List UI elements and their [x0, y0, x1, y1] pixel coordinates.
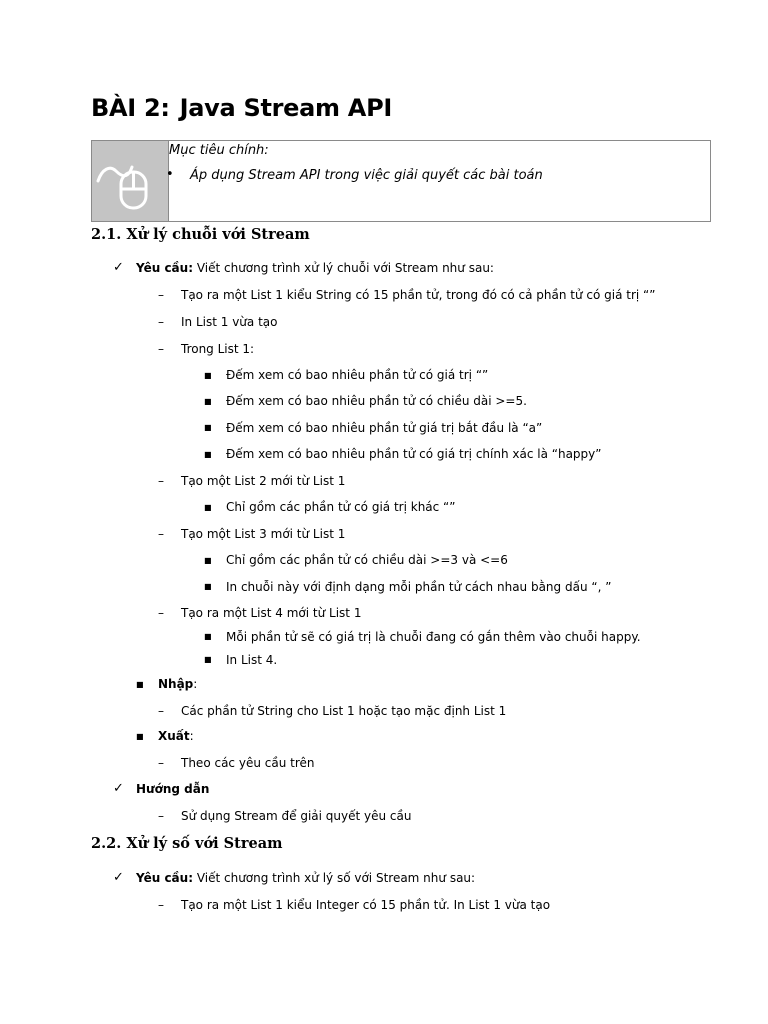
square-marker: ■	[204, 503, 212, 512]
colon: :	[189, 729, 194, 743]
list-item: In List 1 vừa tạo	[181, 315, 278, 329]
square-marker: ■	[204, 632, 212, 641]
objective-box	[91, 140, 711, 222]
requirement-text: Viết chương trình xử lý số với Stream như sau:	[193, 871, 476, 885]
title-main: Java Stream API	[179, 94, 393, 122]
list-item: Trong List 1:	[181, 342, 255, 356]
list-item: Chỉ gồm các phần tử có chiều dài >=3 và <=6	[226, 553, 508, 567]
output-label: Xuất	[158, 729, 190, 743]
list-item: Đếm xem có bao nhiêu phần tử giá trị bắt đầu là “a”	[226, 421, 543, 435]
square-marker: ■	[204, 450, 212, 459]
output-heading	[158, 729, 194, 743]
requirement-text: Viết chương trình xử lý chuỗi với Stream như sau:	[193, 261, 494, 275]
requirement-label: Yêu cầu:	[136, 871, 193, 885]
dash-marker: –	[158, 704, 164, 718]
list-item: Tạo một List 3 mới từ List 1	[181, 527, 346, 541]
dash-marker: –	[158, 474, 164, 488]
objective-item-text: Áp dụng Stream API trong việc giải quyết các bài toán	[190, 168, 543, 183]
list-item: Đếm xem có bao nhiêu phần tử có giá trị chính xác là “happy”	[226, 447, 602, 461]
guide-label: Hướng dẫn	[136, 782, 210, 796]
list-item: Đếm xem có bao nhiêu phần tử có giá trị “”	[226, 368, 489, 382]
square-marker: ■	[204, 397, 212, 406]
requirement-line	[136, 261, 494, 275]
square-marker: ■	[204, 371, 212, 380]
dash-marker: –	[158, 898, 164, 912]
dash-marker: –	[158, 342, 164, 356]
square-marker: ■	[204, 582, 212, 591]
dash-marker: –	[158, 809, 164, 823]
list-item: Tạo ra một List 4 mới từ List 1	[181, 606, 362, 620]
page-title	[91, 94, 392, 122]
section-heading-number-stream: 2.2. Xử lý số với Stream	[91, 835, 283, 852]
title-prefix: BÀI 2:	[91, 94, 170, 122]
objective-icon-cell	[92, 141, 169, 221]
bullet-marker: •	[166, 167, 174, 182]
square-marker: ■	[204, 556, 212, 565]
list-item: Sử dụng Stream để giải quyết yêu cầu	[181, 809, 412, 823]
colon: :	[193, 677, 198, 691]
list-item: Mỗi phần tử sẽ có giá trị là chuỗi đang có gắn thêm vào chuỗi happy.	[226, 630, 641, 644]
check-marker: ✓	[113, 781, 124, 796]
square-marker: ■	[204, 655, 212, 664]
objective-label: Mục tiêu chính:	[169, 143, 269, 158]
requirement-label: Yêu cầu:	[136, 261, 193, 275]
check-marker: ✓	[113, 260, 124, 275]
dash-marker: –	[158, 288, 164, 302]
input-heading	[158, 677, 197, 691]
list-item: Tạo ra một List 1 kiểu Integer có 15 phần tử. In List 1 vừa tạo	[181, 898, 551, 912]
dash-marker: –	[158, 606, 164, 620]
list-item: Theo các yêu cầu trên	[181, 756, 315, 770]
requirement-line	[136, 871, 475, 885]
square-marker: ■	[136, 680, 144, 689]
list-item: Chỉ gồm các phần tử có giá trị khác “”	[226, 500, 456, 514]
list-item: In chuỗi này với định dạng mỗi phần tử cách nhau bằng dấu “, ”	[226, 580, 612, 594]
list-item: Đếm xem có bao nhiêu phần tử có chiều dài >=5.	[226, 394, 527, 408]
objective-item	[166, 167, 543, 183]
input-label: Nhập	[158, 677, 194, 691]
mouse-icon	[92, 141, 168, 221]
dash-marker: –	[158, 315, 164, 329]
list-item: Tạo ra một List 1 kiểu String có 15 phần tử, trong đó có cả phần tử có giá trị “”	[181, 288, 656, 302]
list-item: Các phần tử String cho List 1 hoặc tạo mặc định List 1	[181, 704, 507, 718]
dash-marker: –	[158, 756, 164, 770]
guide-heading	[136, 782, 209, 796]
check-marker: ✓	[113, 870, 124, 885]
square-marker: ■	[204, 423, 212, 432]
list-item: Tạo một List 2 mới từ List 1	[181, 474, 346, 488]
dash-marker: –	[158, 527, 164, 541]
list-item: In List 4.	[226, 653, 278, 667]
square-marker: ■	[136, 732, 144, 741]
section-heading-string-stream: 2.1. Xử lý chuỗi với Stream	[91, 226, 310, 243]
